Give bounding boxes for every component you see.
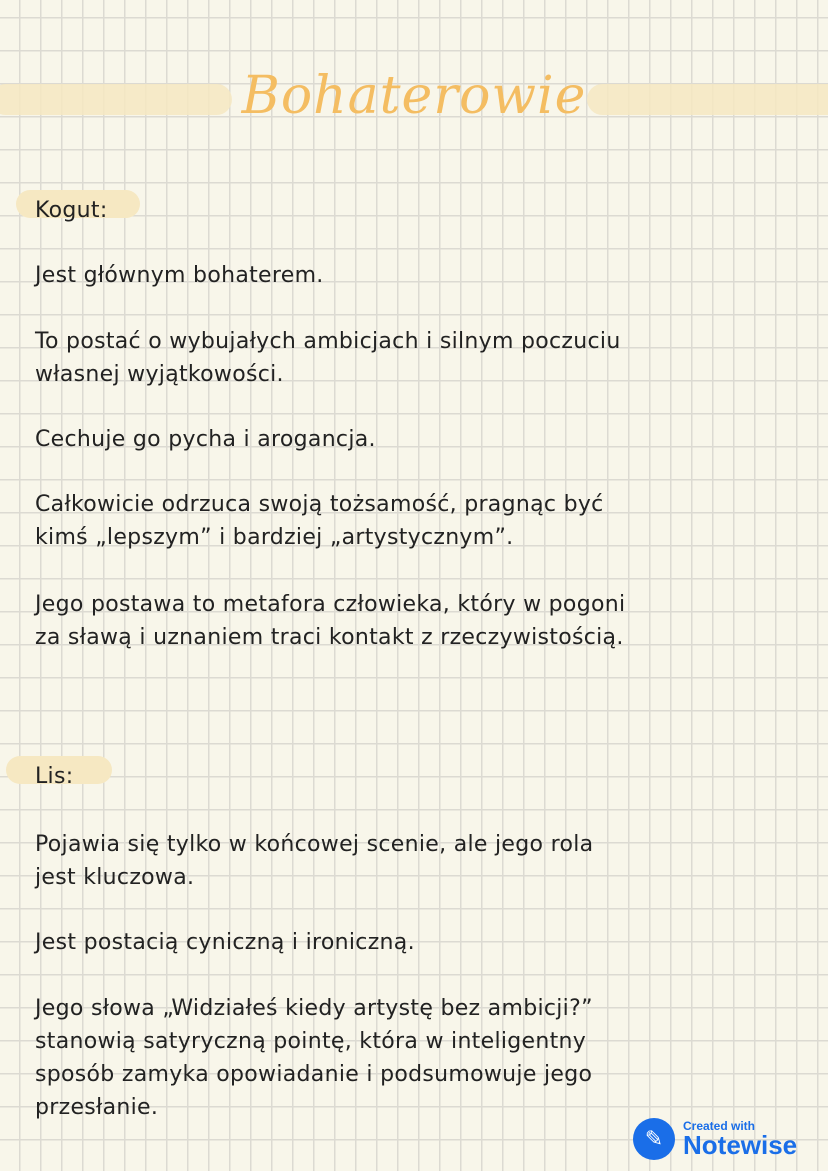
section-heading: Kogut: bbox=[35, 198, 108, 223]
paragraph: Cechuje go pycha i arogancja. bbox=[35, 427, 376, 452]
paragraph: Jest postacią cyniczną i ironiczną. bbox=[35, 930, 415, 955]
paragraph: Pojawia się tylko w końcowej scenie, ale jego rola jest kluczowa. bbox=[35, 832, 594, 890]
paragraph: Jego postawa to metafora człowieka, który w pogoni za sławą i uznaniem traci kontakt z rzeczywistością. bbox=[35, 592, 626, 650]
watermark-line2: Notewise bbox=[683, 1130, 798, 1160]
notewise-watermark bbox=[633, 1118, 797, 1160]
paragraph: Jest głównym bohaterem. bbox=[35, 263, 324, 288]
watermark-line1: Created with bbox=[683, 1119, 756, 1133]
section-heading: Lis: bbox=[35, 764, 74, 789]
pencil-icon: ✎ bbox=[633, 1118, 675, 1160]
page-title: Bohaterowie bbox=[241, 66, 587, 126]
paragraph: Całkowicie odrzuca swoją tożsamość, pragnąc być kimś „lepszym” i bardziej „artystycznym”. bbox=[35, 492, 604, 550]
paragraph: To postać o wybujałych ambicjach i silnym poczuciu własnej wyjątkowości. bbox=[35, 329, 621, 387]
paragraph: Jego słowa „Widziałeś kiedy artystę bez ambicji?” stanowią satyryczną pointę, która w inteligentny sposób zamyka opowiadanie i podsumowuje jego przesłanie. bbox=[35, 996, 593, 1120]
